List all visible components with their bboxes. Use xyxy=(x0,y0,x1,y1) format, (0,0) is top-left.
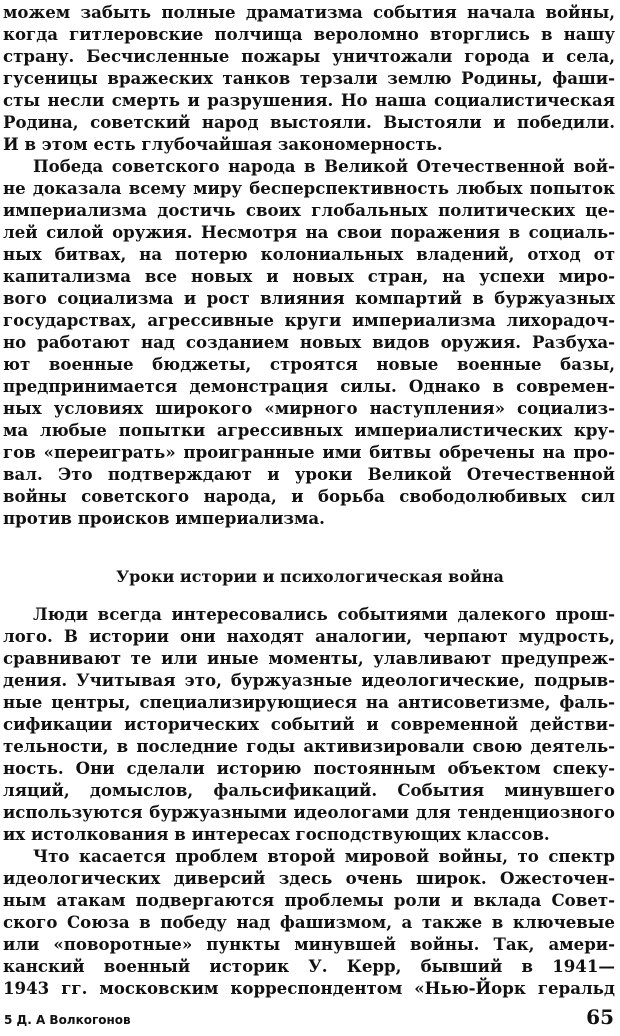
text-line: вого социализма и рост влияния компартий в буржуазных xyxy=(3,288,615,308)
text-line: тельности, в последние годы активизировали свою деятель- xyxy=(3,736,615,756)
text-line: сификации исторических событий и современной действи- xyxy=(3,714,615,734)
text-line: гов «переиграть» проигранные ими битвы обречены на про- xyxy=(3,442,615,462)
text-line: лого. В истории они находят аналогии, черпают мудрость, xyxy=(3,626,615,646)
text-line: Что касается проблем второй мировой войны, то спектр xyxy=(33,846,615,866)
text-line: капитализма все новых и новых стран, на успехи миро- xyxy=(3,266,615,286)
text-line: ют военные бюджеты, строятся новые военные базы, xyxy=(3,354,615,374)
text-line: ных условиях широкого «мирного наступления» социализ- xyxy=(3,398,615,418)
text-line: их истолкования в интересах господствующих классов. xyxy=(3,824,550,844)
text-line: ского Союза в победу над фашизмом, а также в ключевые xyxy=(3,912,615,932)
text-line: ные центры, специализирующиеся на антисоветизме, фаль- xyxy=(3,692,615,712)
text-line: когда гитлеровские полчища вероломно вторглись в нашу xyxy=(3,24,615,44)
text-line: лей силой оружия. Несмотря на свои поражения в социаль- xyxy=(3,222,615,242)
text-line: войны советского народа, и борьба свободолюбивых сил xyxy=(3,486,615,506)
text-line: ма любые попытки агрессивных империалистических кру- xyxy=(3,420,615,440)
text-line: гусеницы вражеских танков терзали землю Родины, фаши- xyxy=(3,68,615,88)
text-line: используются буржуазными идеологами для тенденциозного xyxy=(3,802,615,822)
text-line: ность. Они сделали историю постоянным объектом спеку- xyxy=(3,758,615,778)
text-line: предпринимается демонстрация силы. Однако в современ- xyxy=(3,376,615,396)
text-line: дения. Учитывая это, буржуазные идеологические, подрыв- xyxy=(3,670,615,690)
text-line: но работают над созданием новых видов оружия. Разбуха- xyxy=(3,332,615,352)
text-line: сты несли смерть и разрушения. Но наша социалистическая xyxy=(3,90,615,110)
text-line: Родина, советский народ выстояли. Выстояли и победили. xyxy=(3,112,615,132)
page-number: 65 xyxy=(586,1005,614,1029)
text-line: идеологических диверсий здесь очень широк. Ожесточен- xyxy=(3,868,615,888)
text-line: сравнивают те или иные моменты, улавливают предупреж- xyxy=(3,648,615,668)
text-line: против происков империализма. xyxy=(3,508,325,528)
text-line: канский военный историк У. Керр, бывший в 1941— xyxy=(3,956,615,976)
text-line: или «поворотные» пункты минувшей войны. Так, амери- xyxy=(3,934,615,954)
signature-mark: 5 Д. А Волкогонов xyxy=(4,1013,131,1027)
text-line: Победа советского народа в Великой Отечественной вой- xyxy=(33,156,615,176)
text-line: Люди всегда интересовались событиями далекого прош- xyxy=(33,604,615,624)
text-line: 1943 гг. московским корреспондентом «Нью-Йорк геральд xyxy=(3,978,615,998)
text-line: страну. Бесчисленные пожары уничтожали города и села, xyxy=(3,46,615,66)
text-line: вал. Это подтверждают и уроки Великой Отечественной xyxy=(3,464,615,484)
section-heading: Уроки истории и психологическая война xyxy=(116,567,504,586)
text-line: можем забыть полные драматизма события начала войны, xyxy=(3,2,615,22)
text-line: ным атакам подвергаются проблемы роли и вклада Совет- xyxy=(3,890,615,910)
text-line: государствах, агрессивные круги империализма лихорадоч- xyxy=(3,310,615,330)
text-line: И в этом есть глубочайшая закономерность. xyxy=(3,134,443,154)
text-line: империализма достичь своих глобальных политических це- xyxy=(3,200,615,220)
text-line: ляций, домыслов, фальсификаций. События минувшего xyxy=(3,780,615,800)
text-line: ных битвах, на потерю колониальных владений, отход от xyxy=(3,244,615,264)
text-line: не доказала всему миру бесперспективность любых попыток xyxy=(3,178,615,198)
